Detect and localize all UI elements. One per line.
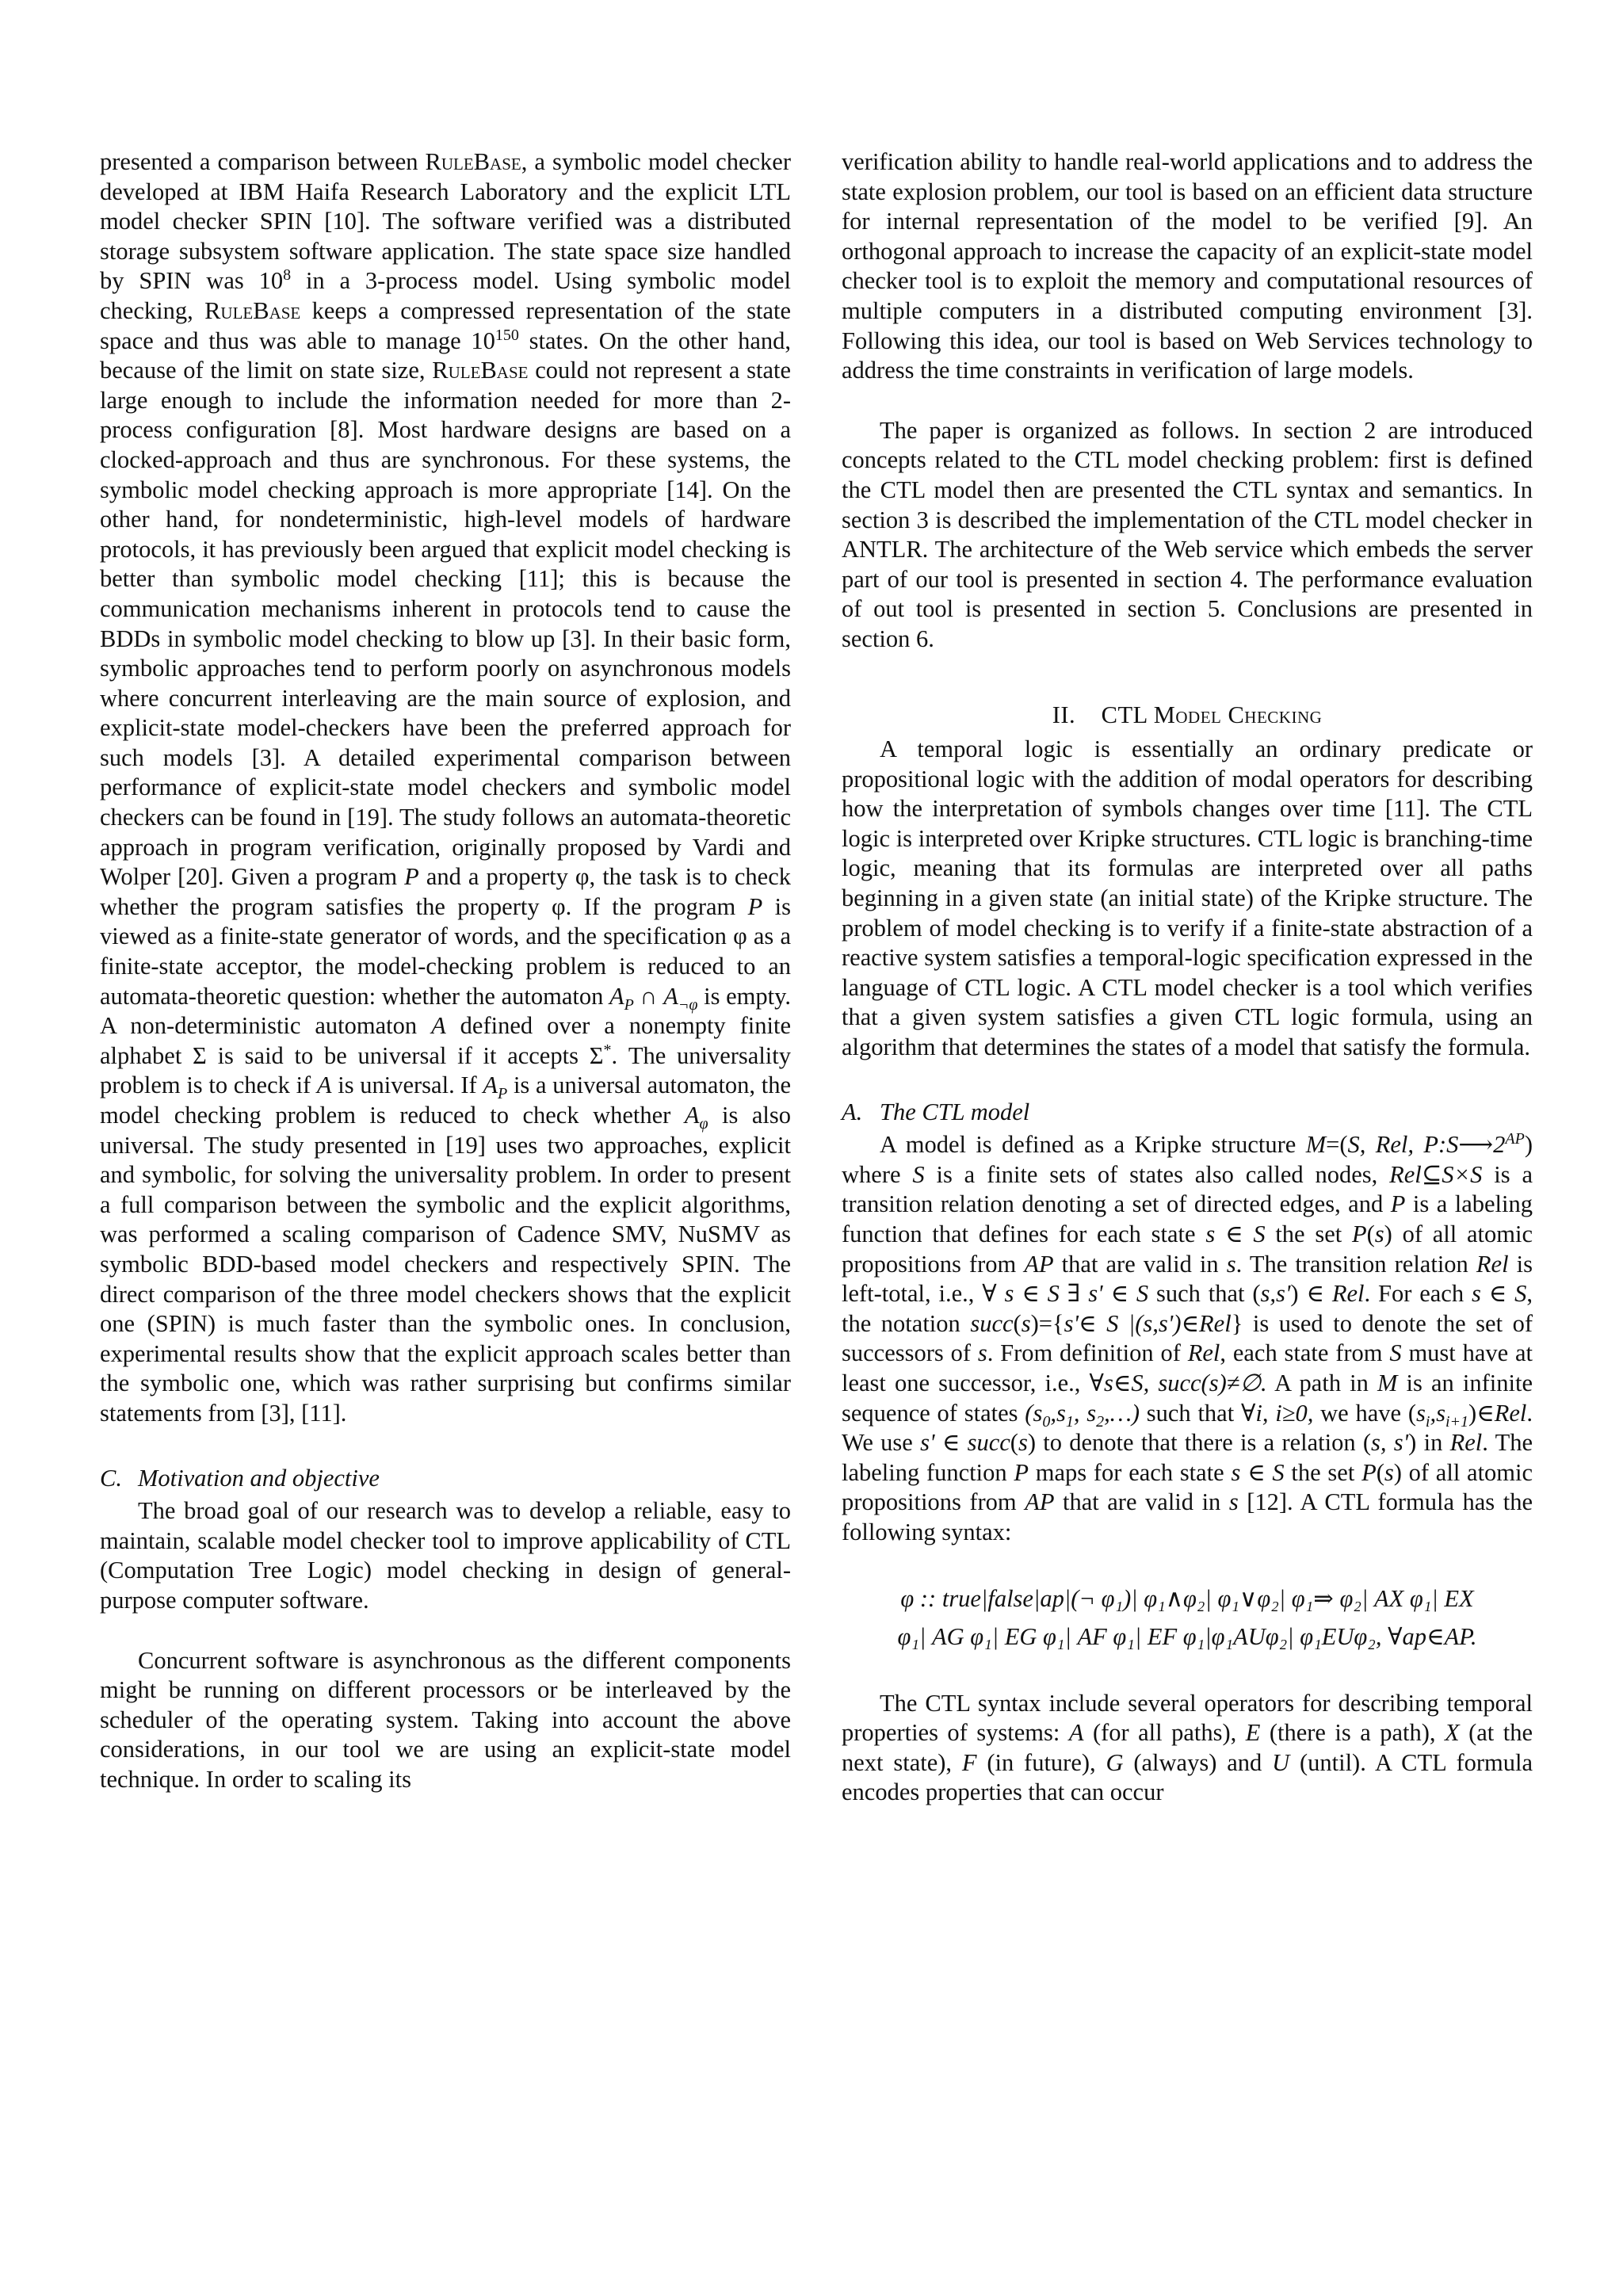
section-heading-ctl: II. CTL Model Checking (1052, 701, 1323, 728)
paragraph-organization: The paper is organized as follows. In section 2 are introduced concepts related to the CTL model checking problem: first is defined the CTL model then are presented the CTL syntax and semantics. In section 3 is described the implementation of the CTL model checker in ANTLR. The architecture of the Web service which embeds the server part of our tool is presented in section 4. The performance evaluation of out tool is presented in section 5. Conclusions are presented in section 6. (842, 416, 1533, 652)
paragraph-goal: The broad goal of our research was to develop a reliable, easy to maintain, scalable model checker tool to improve applicability of CTL (Computation Tree Logic) model checking in design of general-purpose computer software. (100, 1497, 791, 1614)
subsection-heading-ctl-model: A. The CTL model (842, 1098, 1030, 1125)
formula-line-2: φ₁| AG φ₁| EG φ₁| AF φ₁| EF φ₁|φ₁AUφ₂| φ₁EUφ₂, ∀ap∈AP. (897, 1622, 1477, 1650)
subsection-heading-motivation: C. Motivation and objective (100, 1464, 380, 1492)
paragraph-comparison: presented a comparison between RuleBase, a symbolic model checker developed at IBM Haifa Research Laboratory and the explicit LTL model checker SPIN [10]. The software verified was a distributed storage subsystem software application. The state space size handled by SPIN was $10^8$ in a 3-process model. Using symbolic model checking, RuleBase keeps a compressed representation of the state space and thus was able to manage $10^{150}$ states. On the other hand, because of the limit on state size, RuleBase could not represent a state large enough to include the information needed for more than 2-process configuration [8]. Most hardware designs are based on a clocked-approach and thus are synchronous. For these systems, the symbolic model checking approach is more appropriate [14]. On the other hand, for nondeterministic, high-level models of hardware protocols, it has previously been argued that explicit model checking is better than symbolic model checking [11]; this is because the communication mechanisms inherent in protocols tend to cause the BDDs in symbolic model checking to blow up [3]. In their basic form, symbolic approaches tend to perform poorly on asynchronous models where concurrent interleaving are the main source of explosion, and explicit-state model-checkers have been the preferred approach for such models [3]. A detailed experimental comparison between performance of explicit-state model checkers and symbolic model checkers can be found in [19]. The study follows an automata-theoretic approach in program verification, originally proposed by Vardi and Wolper [20]. Given a program P and a property φ, the task is to check whether the program satisfies the property φ. If the program P is viewed as a finite-state generator of words, and the specification φ as a finite-state acceptor, the model-checking problem is reduced to an automata-theoretic question: whether the automaton $A_P$ ∩ $A_{\neg\varphi}$ is empty. A non-deterministic automaton A defined over a nonempty finite alphabet Σ is said to be universal if it accepts Σ*. The universality problem is to check if A is universal. If $A_P$ is a universal automaton, the model checking problem is reduced to check whether $A_\varphi$ is also universal. The study presented in [19] uses two approaches, explicit and symbolic, for solving the universality problem. In order to present a full comparison between the symbolic and the explicit algorithms, was performed a scaling comparison of Cadence SMV, NuSMV as symbolic BDD-based model checkers and respectively SPIN. The direct comparison of the three model checkers shows that the explicit one (SPIN) is much faster than the symbolic ones. In conclusion, experimental results show that the explicit approach scales better than the symbolic one, which was rather surprising but confirms similar statements from [3], [11]. (100, 148, 792, 1427)
formula-line-1: φ :: true|false|ap|(¬ φ₁)| φ₁∧φ₂| φ₁∨φ₂| φ₁⇒ φ₂| AX φ₁| EX (900, 1584, 1474, 1612)
left-column (100, 147, 791, 1794)
right-column (842, 147, 1533, 1808)
paragraph-concurrent-software: Concurrent software is asynchronous as the different components might be running on different processors or be interleaved by the scheduler of the operating system. Taking into account the above considerations, in our tool we are using an explicit-state model technique. In order to scaling its (100, 1646, 791, 1793)
paragraph-temporal-logic: A temporal logic is essentially an ordinary predicate or propositional logic with the addition of modal operators for describing how the interpretation of symbols changes over time [11]. The CTL logic is interpreted over Kripke structures. CTL logic is branching-time logic, meaning that its formulas are interpreted over all paths beginning in a given state (an initial state) of the Kripke structure. The problem of model checking is to verify if a finite-state abstraction of a reactive system satisfies a temporal-logic specification expressed in the language of CTL logic. A CTL model checker is a tool which verifies that a given system satisfies a given CTL logic formula, using an algorithm that determines the states of a model that satisfy the formula. (842, 735, 1533, 1061)
paragraph-ctl-operators: The CTL syntax include several operators for describing temporal properties of systems: A (for all paths), E (there is a path), X (at the next state), F (in future), G (always) and U (until). A CTL formula encodes properties that can occur (842, 1689, 1533, 1806)
paragraph-verification-ability: verification ability to handle real-world applications and to address the state explosion problem, our tool is based on an efficient data structure for internal representation of the model to be verified [9]. An orthogonal approach to increase the capacity of an explicit-state model checker tool is to exploit the memory and computational resources of multiple computers in a distributed computing environment [3]. Following this idea, our tool is based on Web Services technology to address the time constraints in verification of large models. (842, 148, 1533, 384)
ctl-syntax-formula (842, 1580, 1533, 1656)
paragraph-kripke-model: A model is defined as a Kripke structure M=(S, Rel, $P:S⟶2^{AP}$) where S is a finite sets of states also called nodes, Rel⊆S×S is a transition relation denoting a set of directed edges, and P is a labeling function that defines for each state s ∈ S the set P(s) of all atomic propositions from AP that are valid in s. The transition relation Rel is left-total, i.e., ∀ s ∈ S ∃ s' ∈ S such that (s,s') ∈ Rel. For each s ∈ S, the notation succ(s)={s'∈ S |(s,s')∈Rel} is used to denote the set of successors of s. From definition of Rel, each state from S must have at least one successor, i.e., ∀s∈S, succ(s)≠∅. A path in M is an infinite sequence of states ($s_0,s_1$, $s_2,\dots$) such that ∀i, i≥0, we have $(s_i,s_{i+1})\in Rel$. We use s' ∈ succ(s) to denote that there is a relation (s, s') in Rel. The labeling function P maps for each state s ∈ S the set P(s) of all atomic propositions from AP that are valid in s [12]. A CTL formula has the following syntax: (842, 1130, 1533, 1545)
